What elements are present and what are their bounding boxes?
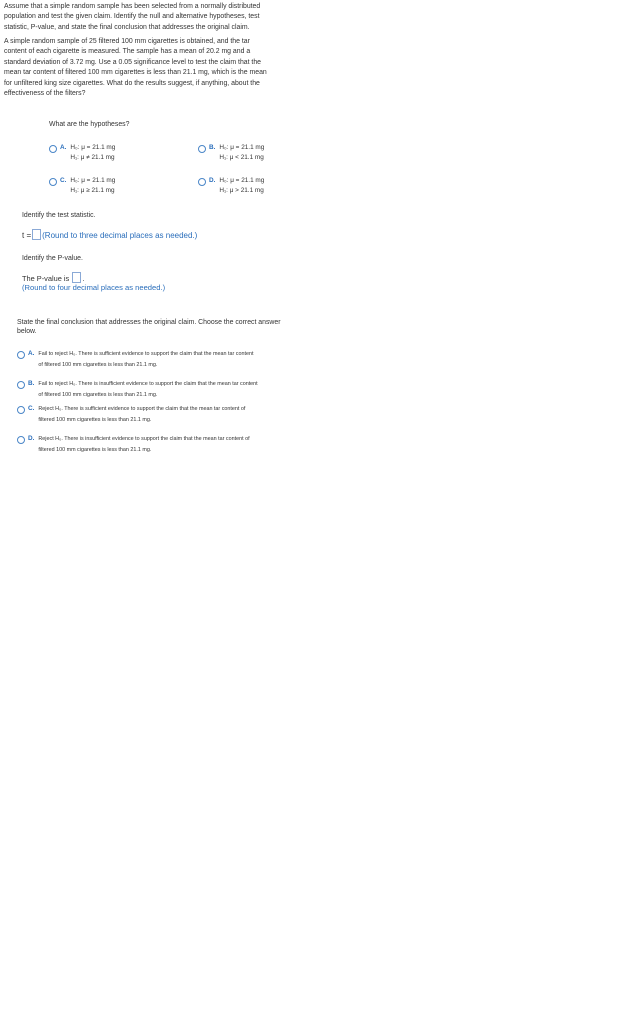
rounding-hint: (Round to four decimal places as needed.) [22, 283, 166, 292]
null-hypothesis: H₀: μ = 21.1 mg [70, 177, 116, 184]
conclusion-question [17, 318, 317, 336]
option-letter: D. [28, 435, 35, 442]
test-statistic-row [22, 229, 197, 241]
option-hypotheses [219, 143, 264, 163]
problem-line: A simple random sample of 25 filtered 100 mm cigarettes is obtained, and the tar [4, 38, 250, 45]
option-text [38, 349, 328, 371]
test-statistic-prefix: t = [22, 231, 32, 240]
instructions-line: statistic, P-value, and state the final conclusion that addresses the original claim. [4, 23, 250, 31]
problem-line: content of each cigarette is measured. The sample has a mean of 20.2 mg and a [4, 48, 251, 56]
radio-button[interactable] [49, 145, 57, 153]
alternative-hypothesis: H₁: μ < 21.1 mg [219, 154, 264, 161]
rounding-hint: (Round to three decimal places as needed.) [42, 231, 198, 240]
option-text-line: of filtered 100 mm cigarettes is less than 21.1 mg. [38, 362, 158, 368]
option-hypotheses [70, 176, 115, 196]
option-letter: A. [60, 144, 67, 151]
conclusion-option-b[interactable] [17, 379, 328, 401]
alternative-hypothesis: H₁: μ ≥ 21.1 mg [70, 187, 115, 194]
conclusion-option-d[interactable] [17, 434, 328, 456]
test-statistic-question: Identify the test statistic. [22, 212, 96, 219]
p-value-input[interactable] [72, 272, 81, 283]
problem-line: mean tar content of filtered 100 mm cigarettes is less than 21.1 mg, which is the mean [4, 69, 267, 77]
option-letter: B. [209, 144, 216, 151]
option-text [38, 404, 328, 426]
radio-button[interactable] [198, 178, 206, 186]
option-letter: D. [209, 177, 216, 184]
alternative-hypothesis: H₁: μ ≠ 21.1 mg [70, 154, 115, 161]
option-text-line: of filtered 100 mm cigarettes is less than 21.1 mg. [38, 392, 158, 398]
problem-line: standard deviation of 3.72 mg. Use a 0.05 significance level to test the claim that the [4, 58, 262, 66]
option-text-line: filtered 100 mm cigarettes is less than 21.1 mg. [38, 417, 152, 423]
conclusion-question-line: below. [17, 328, 37, 335]
option-hypotheses [219, 176, 264, 196]
option-text [38, 434, 328, 456]
option-letter: B. [28, 380, 35, 387]
option-text-line: Fail to reject H₀. There is insufficient evidence to support the claim that the mean tar content [38, 381, 258, 387]
radio-button[interactable] [17, 406, 25, 414]
problem-statement [4, 37, 304, 99]
hypothesis-option-d[interactable] [198, 176, 264, 196]
option-letter: A. [28, 350, 35, 357]
option-letter: C. [60, 177, 67, 184]
option-text-line: Fail to reject H₀. There is sufficient evidence to support the claim that the mean tar content [38, 351, 254, 357]
hypothesis-option-c[interactable] [49, 176, 115, 196]
radio-button[interactable] [49, 178, 57, 186]
hypothesis-option-b[interactable] [198, 143, 264, 163]
option-text-line: Reject H₀. There is insufficient evidence to support the claim that the mean tar content of [38, 436, 250, 442]
option-letter: C. [28, 405, 35, 412]
null-hypothesis: H₀: μ = 21.1 mg [70, 144, 116, 151]
hypotheses-question: What are the hypotheses? [49, 121, 130, 128]
p-value-prefix: The P-value is [22, 274, 70, 283]
p-value-question: Identify the P-value. [22, 255, 83, 262]
option-text-line: Reject H₀. There is sufficient evidence to support the claim that the mean tar content of [38, 406, 246, 412]
hypothesis-option-a[interactable] [49, 143, 115, 163]
conclusion-option-c[interactable] [17, 404, 328, 426]
null-hypothesis: H₀: μ = 21.1 mg [219, 144, 265, 151]
test-statistic-input[interactable] [32, 229, 41, 240]
alternative-hypothesis: H₁: μ > 21.1 mg [219, 187, 264, 194]
option-text-line: filtered 100 mm cigarettes is less than 21.1 mg. [38, 447, 152, 453]
conclusion-option-a[interactable] [17, 349, 328, 371]
option-text [38, 379, 328, 401]
null-hypothesis: H₀: μ = 21.1 mg [219, 177, 265, 184]
problem-line: for unfiltered king size cigarettes. What do the results suggest, if anything, about the [4, 79, 260, 87]
problem-line: effectiveness of the filters? [4, 90, 86, 98]
radio-button[interactable] [17, 381, 25, 389]
conclusion-question-line: State the final conclusion that addresses the original claim. Choose the correct answer [17, 319, 281, 326]
instructions-line: population and test the given claim. Identify the null and alternative hypotheses, test [4, 13, 260, 21]
instructions-line: Assume that a simple random sample has been selected from a normally distributed [4, 3, 261, 10]
radio-button[interactable] [17, 436, 25, 444]
radio-button[interactable] [17, 351, 25, 359]
p-value-suffix: . [82, 274, 85, 283]
option-hypotheses [70, 143, 115, 163]
radio-button[interactable] [198, 145, 206, 153]
instructions [4, 2, 304, 33]
